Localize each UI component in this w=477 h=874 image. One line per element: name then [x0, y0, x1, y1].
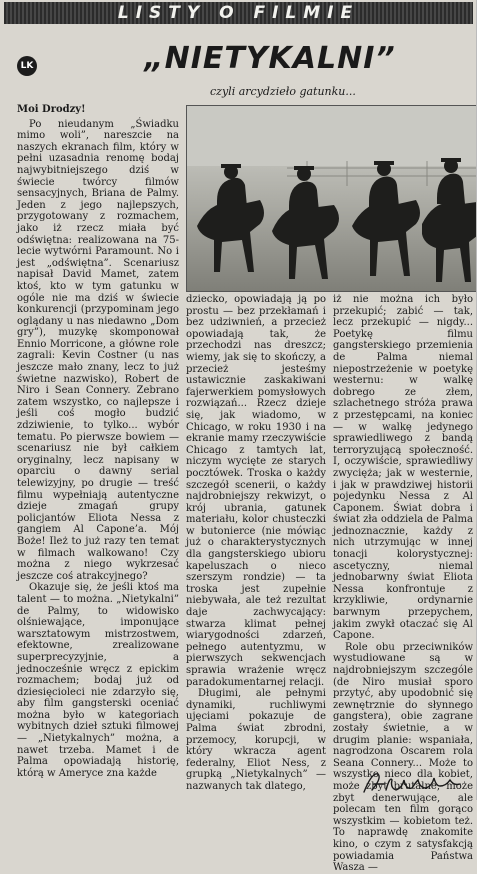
paragraph: Długimi, ale pełnymi dynamiki, ruchliwymi ujęciami pokazuje de Palma świat zbrodni, przemocy, korupcji, w który wkracza agent federalny, Eliot Ness, z grupką „Nietykalnych” — nazwanych tak dlatego, — [186, 688, 326, 792]
article-column-2 — [186, 294, 326, 793]
banner-text: LISTY O FILMIE — [117, 3, 360, 23]
article-column-1 — [17, 104, 179, 779]
paragraph: Okazuje się, że jeśli ktoś ma talent — to można. „Nietykalni” de Palmy, to widowisko olśniewające, imponujące warsztatowym mistrzostwem, efektowne, zrealizowane superprecyzyjnie, a jednocześnie wręcz z epickim rozmachem; bodaj już od dziesięcioleci nie zdarzyło się, aby film gangsterski oceniać można było w kategoriach wybitnych dzieł sztuki filmowej — „Nietykalnych” można, a nawet trzeba. Mamet i de Palma opowiadają historię, którą w Ameryce zna każde — [17, 582, 179, 779]
film-still-photo — [186, 105, 477, 292]
section-banner — [4, 2, 473, 24]
paragraph: iż nie można ich było przekupić; zabić — tak, lecz przekupić — nigdy... Poetykę filmu gangsterskiego przemienia de Palma niemal niepostrzeżenie w poetykę westernu: w walkę dobrego ze złem, szlachetnego stróża prawa z przestępcami, na koniec — w walkę jedynego sprawiedliwego z bandą terroryzującą społeczność. I, oczywiście, sprawiedliwy zwycięża; jak w westernie, i jak w prawdziwej historii pojedynku Nessa z Al Caponem. Świat dobra i świat zła oddziela de Palma jednoznacznie, każdy z nich utrzymując w innej tonacji kolorystycznej: ascetyczny, niemal jednobarwny świat Eliota Nessa konfrontuje z krzykliwie, ordynarnie barwnym przepychem, jakim zwykł otaczać się Al Capone. — [333, 294, 473, 642]
article-subtitle: czyli arcydzieło gatunku... — [210, 85, 356, 98]
author-badge: LK — [17, 56, 37, 76]
paragraph: dziecko, opowiadają ją po prostu — bez przekłamań i bez udziwnień, a przecież opowiadają tak, że przechodzi nas dreszcz; wiemy, jak się to skończy, a przecież jesteśmy ustawicznie zaskakiwani fajerwerkiem pomysłowych rozwiązań... Rzecz dzieje się, jak wiadomo, w Chicago, w roku 1930 i na ekranie mamy rzeczywiście Chicago z tamtych lat, niczym wycięte ze starych pocztówek. Troska o każdy szczegół scenerii, o każdy najdrobniejszy rekwizyt, o krój ubrania, gatunek materiału, kolor chusteczki w butonierce (nie mówiąc już o charakterystycznych dla gangsterskiego ubioru kapeluszach o nieco szerszym rondzie) — ta troska jest zupełnie niebywała, ale też rezultat daje zachwycający: stwarza klimat pełnej wiarygodności zdarzeń, pełnego autentyzmu, w pierwszych sekwencjach sprawia wrażenie wręcz paradokumentarnej relacji. — [186, 294, 326, 688]
horsemen-photo-icon — [187, 106, 477, 291]
salutation: Moi Drodzy! — [17, 104, 86, 115]
paragraph: Role obu przeciwników wystudiowane są w najdrobniejszym szczególe (de Niro musiał sporo przytyć, aby upodobnić się zewnętrznie do słynnego gangstera), obie zagrane zostały świetnie, a w drugim planie: wspaniała, nagrodzona Oscarem rola Seana Connery... Może to wszystko nieco dla kobiet, może zbyt brutalne, może zbyt denerwujące, ale polecam ten film gorąco wszystkim — kobietom też. To naprawdę znakomite kino, o czym z satysfakcją powiadamia Państwa Wasza — — [333, 641, 473, 874]
article-title: „NIETYKALNI” — [144, 41, 396, 76]
paragraph: Po nieudanym „Świadku mimo woli”, nareszcie na naszych ekranach film, który w pełni uzasadnia renomę bodaj najwybitniejszego dziś w świecie twórcy filmów sensacyjnych, Briana de Palmy. Jeden z jego najlepszych, przygotowany z rozmachem, jako iż rzecz miała być odświętna: realizowana na 75-lecie wytwórni Paramount. No i jest „odświętna”. Scenariusz napisał David Mamet, zatem ktoś, kto w tym gatunku w ogóle nie ma dziś w świecie konkurencji (przypominam jego oglądany u nas niedawno „Dom gry”), muzykę skomponował Ennio Morricone, a główne role zagrali: Kevin Costner (u nas jeszcze mało znany, lecz to już świetne nazwisko), Robert de Niro i Sean Connery. Zebrano zatem wszystko, co najlepsze i jeśli coś mogło budzić zdziwienie, to tylko... wybór tematu. Po pierwsze bowiem — scenariusz nie był całkiem oryginalny, lecz napisany w oparciu o dawny serial telewizyjny, po drugie — treść filmu wypełniają autentyczne dzieje zmagań grupy policjantów Eliota Nessa z gangiem Al Capone’a. Mój Boże! Ileż to już razy ten temat w filmach walkowano! Czy można z niego wykrzesać jeszcze coś atrakcyjnego? — [17, 118, 179, 582]
handwritten-signature — [360, 770, 470, 798]
